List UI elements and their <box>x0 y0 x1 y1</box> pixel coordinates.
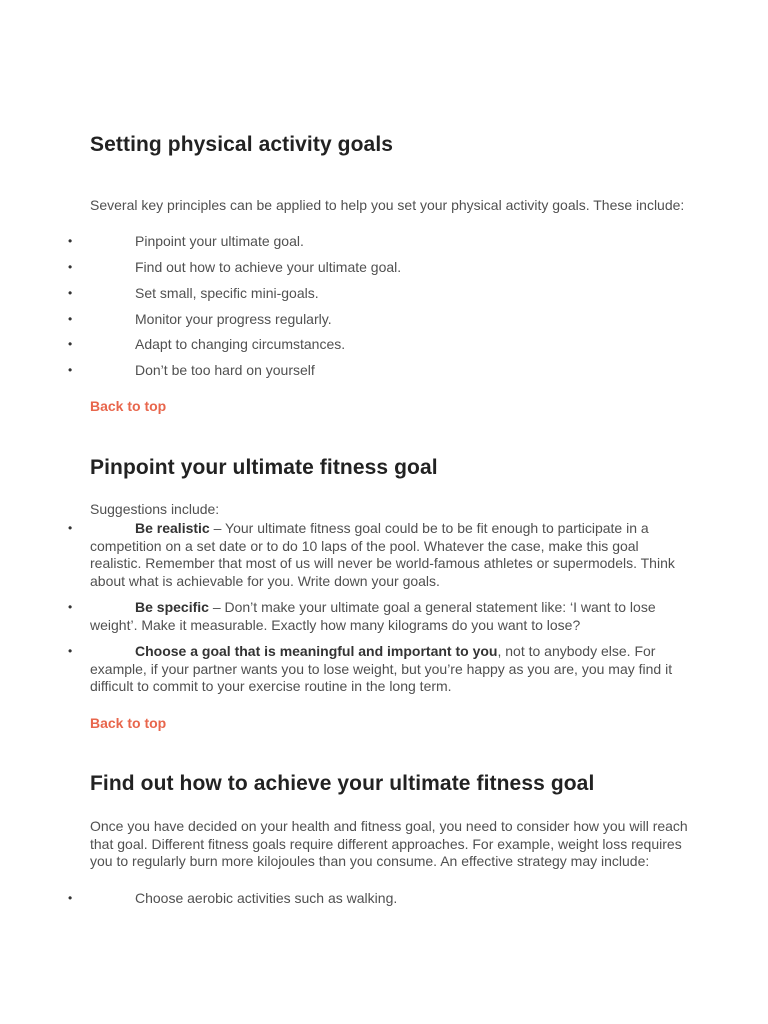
list-item-text: Find out how to achieve your ultimate goal. <box>135 259 402 275</box>
list-item-bold: Choose a goal that is meaningful and important to you <box>135 643 498 659</box>
list-item <box>68 233 690 251</box>
section-heading: Find out how to achieve your ultimate fitness goal <box>90 772 595 795</box>
list-item-text: Monitor your progress regularly. <box>135 311 332 327</box>
list-item <box>68 643 690 696</box>
bullet-icon: • <box>68 260 73 274</box>
bullet-icon: • <box>68 600 73 614</box>
list-item <box>68 599 690 634</box>
back-to-top-link[interactable]: Back to top <box>90 398 167 414</box>
section-intro: Once you have decided on your health and fitness goal, you need to consider how you will reach that goal. Different fitness goals require different approaches. For example, weight loss requires you to regularly burn more kilojoules than you consume. An effective strategy may include: <box>90 818 688 869</box>
list-item <box>68 285 690 303</box>
bullet-icon: • <box>68 891 73 905</box>
list-item <box>68 259 690 277</box>
section-intro: Suggestions include: <box>90 501 220 517</box>
list-item-text: – Don’t make your ultimate goal a general statement like: ‘I want to lose weight’. Make it measurable. Exactly how many kilograms do you want to lose? <box>90 599 656 633</box>
list-item-text: – Your ultimate fitness goal could be to be fit enough to participate in a competition on a set date or to do 10 laps of the pool. Whatever the case, make this goal realistic. Remember that most of us will never be world-famous athletes or supermodels. Think about what is achievable for you. Write down your goals. <box>90 520 675 589</box>
list-item <box>68 362 690 380</box>
bullet-icon: • <box>68 337 73 351</box>
bullet-icon: • <box>68 312 73 326</box>
list-item <box>68 890 690 908</box>
bullet-icon: • <box>68 286 73 300</box>
list-item-bold: Be specific <box>135 599 209 615</box>
list-item-text: Adapt to changing circumstances. <box>135 336 346 352</box>
list-item <box>68 336 690 354</box>
back-to-top-link[interactable]: Back to top <box>90 715 167 731</box>
bullet-icon: • <box>68 521 73 535</box>
list-item-text: Choose aerobic activities such as walking. <box>135 890 398 906</box>
list-item <box>68 311 690 329</box>
bullet-icon: • <box>68 234 73 248</box>
section-heading: Setting physical activity goals <box>90 133 394 156</box>
list-item-bold: Be realistic <box>135 520 210 536</box>
list-item-text: Pinpoint your ultimate goal. <box>135 233 304 249</box>
bullet-icon: • <box>68 644 73 658</box>
bullet-icon: • <box>68 363 73 377</box>
list-item-text: Don’t be too hard on yourself <box>135 362 315 378</box>
list-item-text: , not to anybody else. For example, if your partner wants you to lose weight, but you’re happy as you are, you may find it difficult to commit to your exercise routine in the long term. <box>90 643 673 694</box>
list-item-text: Set small, specific mini-goals. <box>135 285 319 301</box>
section-intro: Several key principles can be applied to help you set your physical activity goals. These include: <box>90 197 685 213</box>
section-heading: Pinpoint your ultimate fitness goal <box>90 456 438 479</box>
list-item <box>68 520 690 590</box>
